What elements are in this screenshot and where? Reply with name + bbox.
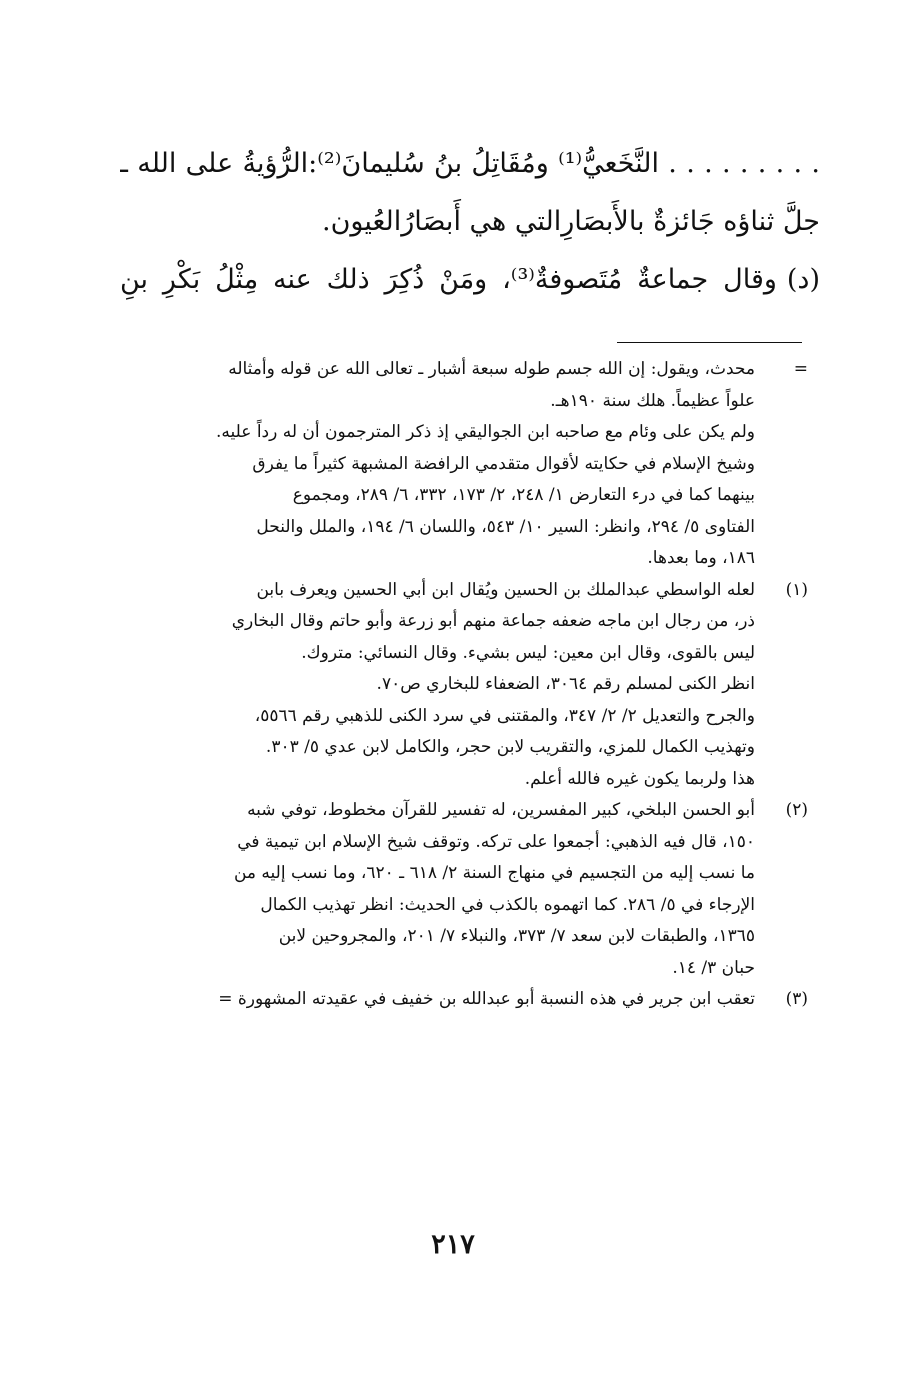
section-label: (د)	[786, 264, 820, 295]
footnote-line: الفتاوى ٥/ ٢٩٤، وانظر: السير ١٠/ ٥٤٣، واللسان ٦/ ١٩٤، والملل والنحل	[256, 516, 755, 537]
footnote-3	[118, 984, 808, 1016]
footnote-paragraph	[118, 354, 755, 417]
footnote-marker: =	[793, 359, 808, 379]
footnote-1	[118, 575, 808, 796]
footnote-line: بينهما كما في درء التعارض ١/ ٢٤٨، ٢/ ١٧٣، ٣٣٢، ٦/ ٢٨٩، ومجموع	[292, 485, 755, 505]
footnote-paragraph	[118, 701, 755, 764]
footnote-line: ١٥٠، قال فيه الذهبي: أجمعوا على تركه. وتوقف شيخ الإسلام ابن تيمية في	[237, 831, 755, 852]
main-text-line: . . . . . . . . . النَّخَعيُّ⁽¹⁾ ومُقَاتِلُ بنُ سُليمانَ⁽²⁾:الرُّؤيةُ على الله ـ	[120, 148, 820, 179]
footnote-paragraph	[118, 764, 755, 796]
main-text-line-content: وقال جماعةٌ مُتَصوفةٌ⁽³⁾، ومَنْ ذُكِرَ ذلك عنه مِثْلُ بَكْرِ بنِ	[120, 264, 777, 295]
footnote-line: أبو الحسن البلخي، كبير المفسرين، له تفسير للقرآن مخطوط، توفي شبه	[247, 800, 755, 820]
footnote-line: هذا ولربما يكون غيره فالله أعلم.	[524, 768, 755, 789]
main-text-line	[120, 251, 820, 309]
footnote-line: لعله الواسطي عبدالملك بن الحسين ويُقال ابن أبي الحسين ويعرف بابن	[256, 579, 755, 600]
footnote-paragraph	[118, 795, 755, 984]
footnote-line: وشيخ الإسلام في حكايته لأقوال متقدمي الرافضة المشبهة كثيراً ما يفرق	[252, 453, 755, 474]
main-text-line: جلَّ ثناؤه جَائزةٌ بالأَبصَارِالتي هي أَبصَارُالعُيون.	[321, 206, 820, 237]
footnotes	[118, 354, 808, 1016]
footnote-2	[118, 795, 808, 984]
footnote-line: علواً عظيماً. هلك سنة ١٩٠هـ.	[550, 390, 755, 411]
footnote-line: محدث، ويقول: إن الله جسم طوله سبعة أشبار ـ تعالى الله عن قوله وأمثاله	[228, 359, 755, 379]
footnote-marker: (٣)	[785, 989, 808, 1009]
footnote-line: الإرجاء في ٥/ ٢٨٦. كما اتهموه بالكذب في الحديث: انظر تهذيب الكمال	[260, 894, 755, 915]
footnote-line: ١٣٦٥، والطبقات لابن سعد ٧/ ٣٧٣، والنبلاء ٧/ ٢٠١، والمجروحين لابن	[278, 926, 755, 946]
footnote-paragraph	[118, 984, 755, 1016]
footnote-line: ليس بالقوى، وقال ابن معين: ليس بشيء. وقال النسائي: متروك.	[301, 642, 755, 663]
footnote-line: ولم يكن على وئام مع صاحبه ابن الجواليقي إذ ذكر المترجمون أن له رداً عليه.	[216, 422, 755, 442]
footnote-line: انظر الكنى لمسلم رقم ٣٠٦٤، الضعفاء للبخاري ص٧٠.	[376, 674, 755, 694]
footnote-paragraph	[118, 575, 755, 670]
footnote-paragraph	[118, 449, 755, 575]
page-number: ٢١٧	[431, 1229, 475, 1260]
footnote-paragraph	[118, 669, 755, 701]
footnote-line: ١٨٦، وما بعدها.	[647, 548, 755, 568]
footnote-line: تعقب ابن جرير في هذه النسبة أبو عبدالله بن خفيف في عقيدته المشهورة =	[218, 989, 755, 1009]
main-text	[120, 135, 820, 309]
footnote-continued	[118, 354, 808, 575]
footnote-marker: (٢)	[785, 800, 808, 820]
footnote-paragraph	[118, 417, 755, 449]
footnote-separator	[617, 342, 802, 343]
footnote-line: ما نسب إليه من التجسيم في منهاج السنة ٢/ ٦١٨ ـ ٦٢٠، وما نسب إليه من	[233, 863, 755, 883]
footnote-line: وتهذيب الكمال للمزي، والتقريب لابن حجر، والكامل لابن عدي ٥/ ٣٠٣.	[265, 737, 755, 757]
footnote-marker: (١)	[785, 579, 808, 600]
footnote-line: والجرح والتعديل ٢/ ٢/ ٣٤٧، والمقتنى في سرد الكنى للذهبي رقم ٥٥٦٦،	[254, 705, 755, 726]
footnote-line: ذر، من رجال ابن ماجه ضعفه جماعة منهم أبو زرعة وأبو حاتم وقال البخاري	[231, 611, 755, 631]
footnote-line: حبان ٣/ ١٤.	[672, 957, 755, 978]
